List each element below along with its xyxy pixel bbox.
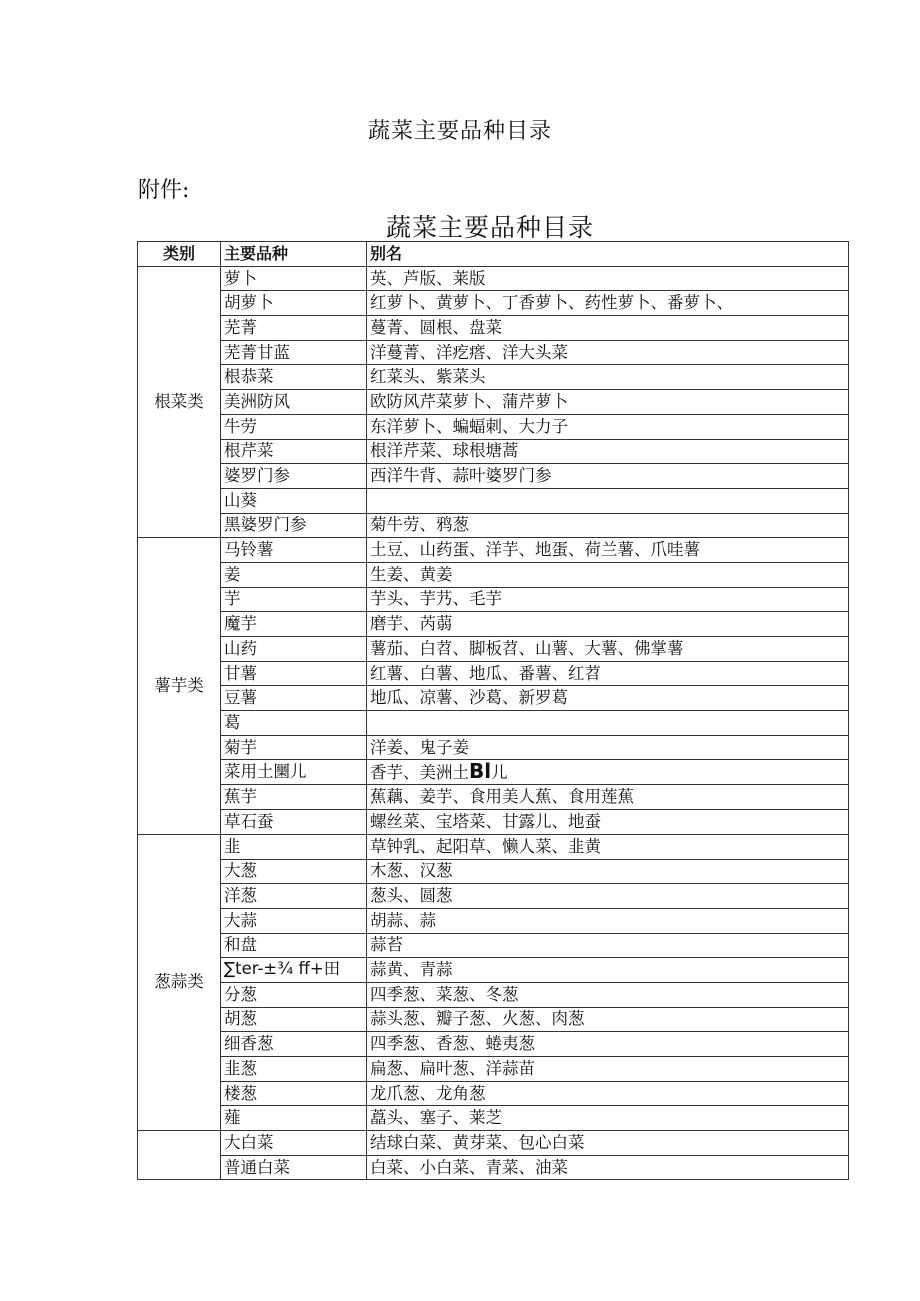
table-row: [138, 859, 849, 884]
table-row: [138, 661, 849, 686]
alias-text: 儿: [491, 763, 508, 783]
vegetable-catalog-table: [137, 241, 849, 1180]
table-title: 蔬菜主要品种目录: [385, 213, 594, 242]
alias-cell: 草钟乳、起阳草、懒人菜、韭黄: [367, 834, 849, 859]
table-row: [138, 562, 849, 587]
alias-cell: 红菜头、紫菜头: [367, 365, 849, 390]
alias-cell: 地瓜、凉薯、沙葛、新罗葛: [367, 686, 849, 711]
alias-cell: 螺丝菜、宝塔菜、甘露儿、地蚕: [367, 810, 849, 835]
alias-cell: 蒜头葱、瓣子葱、火葱、肉葱: [367, 1007, 849, 1032]
variety-cell: 山葵: [221, 488, 367, 513]
alias-cell: 蔓菁、圆根、盘菜: [367, 316, 849, 341]
table-row: [138, 982, 849, 1007]
alias-cell: 蒜苔: [367, 933, 849, 958]
page-title: 蔬菜主要品种目录: [367, 119, 552, 144]
variety-cell: 草石蚕: [221, 810, 367, 835]
alias-cell: 红萝卜、黄萝卜、丁香萝卜、药性萝卜、番萝卜、: [367, 291, 849, 316]
variety-cell: 大葱: [221, 859, 367, 884]
variety-cell: 大白菜: [221, 1131, 367, 1156]
variety-cell: 韭: [221, 834, 367, 859]
table-row: [138, 1057, 849, 1082]
alias-cell: 四季葱、菜葱、冬葱: [367, 982, 849, 1007]
table-row: [138, 587, 849, 612]
alias-cell: 英、芦版、莱版: [367, 266, 849, 291]
table-row: [138, 464, 849, 489]
alias-cell: 东洋萝卜、蝙蝠刺、大力子: [367, 414, 849, 439]
table-row: [138, 908, 849, 933]
table-row: [138, 538, 849, 563]
table-row: [138, 810, 849, 835]
variety-cell: 豆薯: [221, 686, 367, 711]
category-cell: 薯芋类: [138, 538, 221, 835]
variety-cell: 胡萝卜: [221, 291, 367, 316]
table-row: [138, 1081, 849, 1106]
table-row: [138, 414, 849, 439]
table-row: [138, 933, 849, 958]
variety-cell: 马铃薯: [221, 538, 367, 563]
category-cell: [138, 1131, 221, 1180]
table-row: [138, 1007, 849, 1032]
alias-cell: [367, 760, 849, 785]
alias-cell: 红薯、白薯、地瓜、番薯、红苕: [367, 661, 849, 686]
header-variety: 主要品种: [221, 242, 367, 267]
alias-cell: 生姜、黄姜: [367, 562, 849, 587]
alias-cell: 蕉藕、姜芋、食用美人蕉、食用莲蕉: [367, 785, 849, 810]
variety-cell: 葛: [221, 711, 367, 736]
alias-cell: 结球白菜、黄芽菜、包心白菜: [367, 1131, 849, 1156]
alias-cell: 藠头、塞子、莱芝: [367, 1106, 849, 1131]
variety-cell: 细香葱: [221, 1032, 367, 1057]
table-row: [138, 686, 849, 711]
alias-cell: 木葱、汉葱: [367, 859, 849, 884]
variety-cell: 楼葱: [221, 1081, 367, 1106]
table-row: [138, 884, 849, 909]
alias-cell: 薯茄、白苕、脚板苕、山薯、大薯、佛掌薯: [367, 637, 849, 662]
table-row: [138, 834, 849, 859]
variety-cell: 薤: [221, 1106, 367, 1131]
alias-cell: 洋蔓菁、洋疙瘩、洋大头菜: [367, 340, 849, 365]
alias-glyph: Bl: [469, 759, 492, 784]
table-row: [138, 513, 849, 538]
table-row: [138, 958, 849, 983]
variety-cell: 牛劳: [221, 414, 367, 439]
header-category: 类别: [138, 242, 221, 267]
variety-cell: 姜: [221, 562, 367, 587]
category-cell: 根菜类: [138, 266, 221, 538]
table-row: [138, 1032, 849, 1057]
alias-cell: 菊牛劳、鸦葱: [367, 513, 849, 538]
alias-cell: 胡蒜、蒜: [367, 908, 849, 933]
table-row: [138, 1155, 849, 1180]
variety-cell: 芋: [221, 587, 367, 612]
table-row: [138, 637, 849, 662]
variety-cell: 根芹菜: [221, 439, 367, 464]
variety-cell: 菜用土圞儿: [221, 760, 367, 785]
table-row: [138, 365, 849, 390]
table-row: [138, 340, 849, 365]
variety-cell: 芜菁甘蓝: [221, 340, 367, 365]
alias-cell: 龙爪葱、龙角葱: [367, 1081, 849, 1106]
variety-cell: 蕉芋: [221, 785, 367, 810]
variety-cell: 和盘: [221, 933, 367, 958]
variety-cell: 婆罗门参: [221, 464, 367, 489]
table-row: [138, 291, 849, 316]
alias-cell: 西洋牛背、蒜叶婆罗门参: [367, 464, 849, 489]
variety-cell: 甘薯: [221, 661, 367, 686]
variety-cell: 魔芋: [221, 612, 367, 637]
alias-cell: 四季葱、香葱、蜷夷葱: [367, 1032, 849, 1057]
alias-cell: 蒜黄、青蒜: [367, 958, 849, 983]
variety-cell: 普通白菜: [221, 1155, 367, 1180]
alias-cell: 磨芋、芮蒻: [367, 612, 849, 637]
variety-cell: 美洲防风: [221, 390, 367, 415]
alias-cell: 洋姜、鬼子姜: [367, 735, 849, 760]
alias-cell: 芋头、芋艿、毛芋: [367, 587, 849, 612]
table-row: [138, 760, 849, 785]
variety-cell: 菊芋: [221, 735, 367, 760]
table-row: [138, 711, 849, 736]
variety-cell: 大蒜: [221, 908, 367, 933]
table-row: [138, 266, 849, 291]
variety-cell: 根恭菜: [221, 365, 367, 390]
table-row: [138, 735, 849, 760]
alias-cell: 欧防风芹菜萝卜、蒲芹萝卜: [367, 390, 849, 415]
table-row: [138, 1106, 849, 1131]
table-row: [138, 316, 849, 341]
table-header-row: [138, 242, 849, 267]
alias-cell: [367, 711, 849, 736]
variety-cell: 山药: [221, 637, 367, 662]
table-body: [138, 266, 849, 1180]
table-row: [138, 390, 849, 415]
alias-cell: 土豆、山药蛋、洋芋、地蛋、荷兰薯、爪哇薯: [367, 538, 849, 563]
variety-cell: 萝卜: [221, 266, 367, 291]
attachment-label: 附件:: [138, 178, 190, 203]
table-row: [138, 785, 849, 810]
table-row: [138, 488, 849, 513]
variety-cell: 黑婆罗门参: [221, 513, 367, 538]
alias-cell: 葱头、圆葱: [367, 884, 849, 909]
variety-cell: 胡葱: [221, 1007, 367, 1032]
variety-cell: 分葱: [221, 982, 367, 1007]
alias-cell: 根洋芹菜、球根塘蒿: [367, 439, 849, 464]
table-row: [138, 612, 849, 637]
alias-cell: [367, 488, 849, 513]
alias-cell: 扁葱、扁叶葱、洋蒜苗: [367, 1057, 849, 1082]
variety-cell: 洋葱: [221, 884, 367, 909]
variety-cell: 韭葱: [221, 1057, 367, 1082]
variety-cell: ∑ter-±¾ ff+田: [221, 958, 367, 983]
category-cell: 葱蒜类: [138, 834, 221, 1130]
table-row: [138, 1131, 849, 1156]
variety-cell: 芜菁: [221, 316, 367, 341]
header-alias: 别名: [367, 242, 849, 267]
table-row: [138, 439, 849, 464]
alias-cell: 白菜、小白菜、青菜、油菜: [367, 1155, 849, 1180]
alias-text: 香芋、美洲土: [370, 763, 469, 783]
